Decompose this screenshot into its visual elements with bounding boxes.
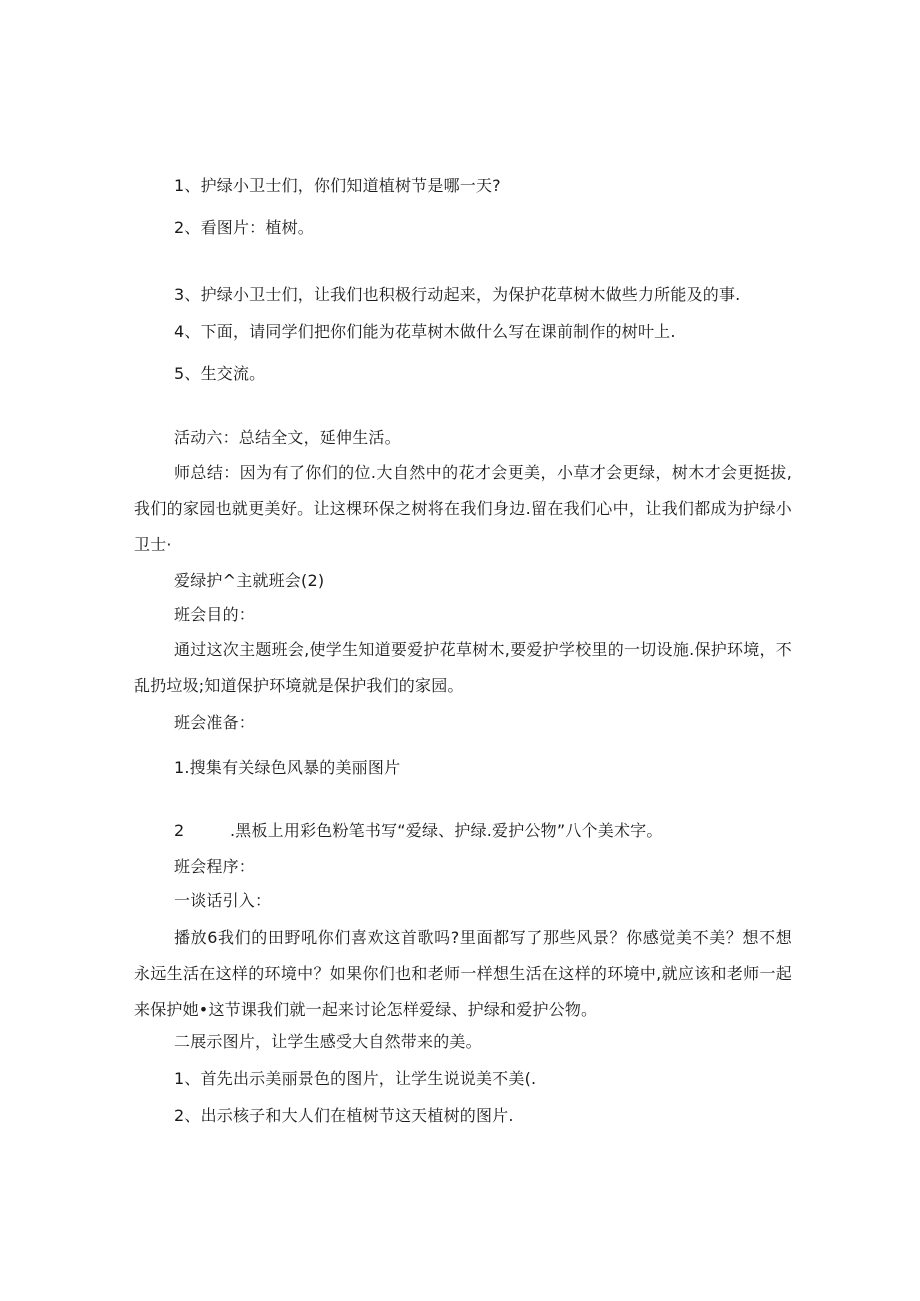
preparation-item-2-text: .黑板上用彩色粉笔书写“爱绿、护绿.爱护公物”八个美术字。	[230, 821, 663, 840]
preparation-item-1: 1.搜集有关绿色风暴的美丽图片	[174, 758, 401, 777]
teacher-summary-paragraph: 师总结：因为有了你们的位.大自然中的花才会更美，小草才会更绿，树木才会更挺拔,我们的家园也就更美好。让这棵环保之树将在我们身边.留在我们心中，让我们都成为护绿小卫士·	[134, 463, 792, 554]
item-3: 3、护绿小卫士们，让我们也积极行动起来，为保护花草树木做些力所能及的事.	[174, 285, 741, 304]
purpose-label: 班会目的：	[174, 605, 256, 624]
intro-paragraph: 播放6我们的田野吼你们喜欢这首歌吗?里面都写了那些风景？你感觉美不美？想不想永远生活在这样的环境中？如果你们也和老师一样想生活在这样的环境中,就应该和老师一起来保护她•这节课我们就一起来讨论怎样爱绿、护绿和爱护公物。	[134, 928, 792, 1019]
procedure-label: 班会程序：	[174, 857, 256, 876]
preparation-item-2-number: 2	[174, 821, 185, 840]
item-2: 2、看图片：植树。	[174, 218, 314, 237]
item-5: 5、生交流。	[174, 364, 266, 383]
intro-label: 一谈话引入：	[174, 891, 272, 910]
section-title-2: 爱绿护^主就班会(2)	[174, 571, 325, 590]
preparation-item-2	[174, 821, 663, 841]
item-1: 1、护绿小卫士们，你们知道植树节是哪一天?	[174, 176, 501, 195]
activity-six-heading: 活动六：总结全文，延伸生活。	[174, 428, 401, 447]
show-item-1: 1、首先出示美丽景色的图片，让学生说说美不美(.	[174, 1069, 537, 1088]
show-item-2: 2、出示核子和大人们在植树节这天植树的图片.	[174, 1106, 514, 1125]
show-pictures-heading: 二展示图片，让学生感受大自然带来的美。	[174, 1032, 482, 1051]
preparation-label: 班会准备：	[174, 713, 256, 732]
item-4: 4、下面，请同学们把你们能为花草树木做什么写在课前制作的树叶上.	[174, 322, 676, 341]
purpose-paragraph: 通过这次主题班会,使学生知道要爱护花草树木,要爱护学校里的一切设施.保护环境，不乱扔垃圾;知道保护环境就是保护我们的家园。	[134, 640, 792, 695]
